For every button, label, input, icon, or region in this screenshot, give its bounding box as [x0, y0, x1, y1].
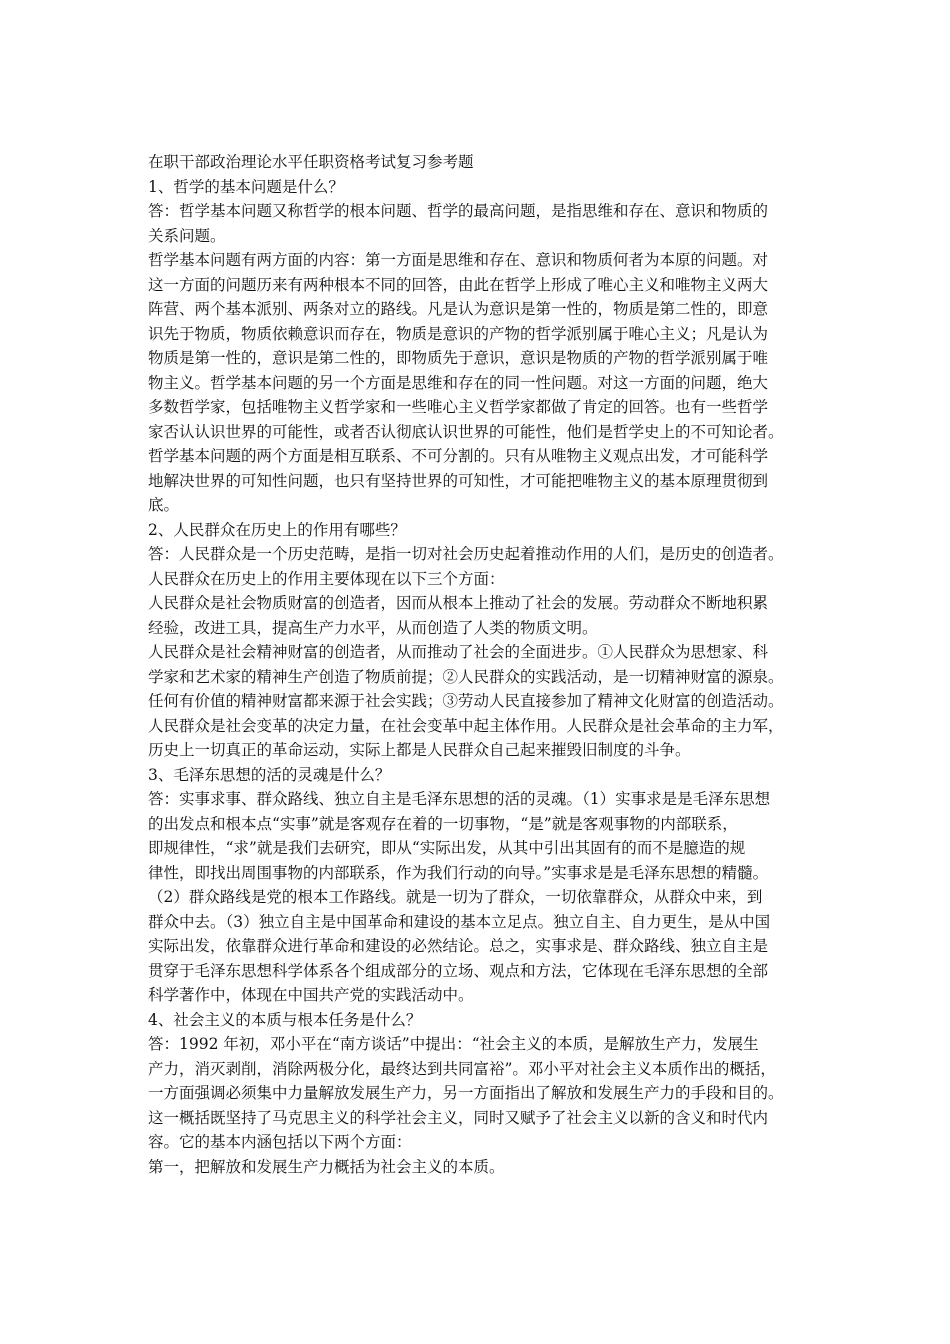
text-line: 关系问题。 — [148, 226, 226, 245]
text-line: 答：实事求事、群众路线、独立自主是毛泽东思想的活的灵魂。（1）实事求是是毛泽东思想 — [148, 790, 771, 808]
text-line: 地解决世界的可知性问题，也只有坚持世界的可知性，才可能把唯物主义的基本原理贯彻到 — [148, 471, 769, 490]
text-line: 物主义。哲学基本问题的另一个方面是思维和存在的同一性问题。对这一方面的问题，绝大 — [148, 373, 769, 392]
text-line: 1、哲学的基本问题是什么？ — [148, 177, 344, 196]
text-line: 答：人民群众是一个历史范畴，是指一切对社会历史起着推动作用的人们，是历史的创造者。 — [148, 545, 784, 563]
document-page — [148, 150, 816, 1179]
text-line: 学家和艺术家的精神生产创造了物质前提；②人民群众的实践活动，是一切精神财富的源泉。 — [148, 667, 784, 686]
text-line: 贯穿于毛泽东思想科学体系各个组成部分的立场、观点和方法，它体现在毛泽东思想的全部 — [148, 961, 769, 980]
text-line: 群众中去。（3）独立自主是中国革命和建设的基本立足点。独立自主、自力更生，是从中国 — [148, 912, 771, 931]
text-line: 底。 — [148, 496, 180, 514]
text-line: 第一，把解放和发展生产力概括为社会主义的本质。 — [148, 1157, 505, 1176]
text-line: 人民群众是社会精神财富的创造者，从而推动了社会的全面进步。①人民群众为思想家、科 — [148, 643, 769, 661]
text-line: 实际出发，依靠群众进行革命和建设的必然结论。总之，实事求是、群众路线、独立自主是 — [148, 937, 769, 955]
text-line: 多数哲学家，包括唯物主义哲学家和一些唯心主义哲学家都做了肯定的回答。也有一些哲学 — [148, 398, 769, 416]
text-line: 4、社会主义的本质与根本任务是什么？ — [148, 1010, 422, 1029]
text-line: 物质是第一性的，意识是第二性的，即物质先于意识，意识是物质的产物的哲学派别属于唯 — [148, 349, 769, 367]
text-line: 产力，消灭剥削，消除两极分化，最终达到共同富裕”。邓小平对社会主义本质作出的概括， — [148, 1059, 776, 1078]
text-line: 的出发点和根本点“实事”就是客观存在着的一切事物，“是”就是客观事物的内部联系， — [148, 814, 738, 833]
text-line: 人民群众在历史上的作用主要体现在以下三个方面： — [148, 569, 505, 588]
text-line: 任何有价值的精神财富都来源于社会实践；③劳动人民直接参加了精神文化财富的创造活动。 — [148, 692, 784, 710]
text-line: 容。它的基本内涵包括以下两个方面： — [148, 1133, 412, 1151]
text-line: 人民群众是社会变革的决定力量，在社会变革中起主体作用。人民群众是社会革命的主力军， — [148, 716, 784, 735]
text-line: 哲学基本问题有两方面的内容：第一方面是思维和存在、意识和物质何者为本原的问题。对 — [148, 251, 769, 269]
text-line: 阵营、两个基本派别、两条对立的路线。凡是认为意识是第一性的，物质是第二性的，即意 — [148, 300, 769, 318]
text-line: 答：1992 年初，邓小平在“南方谈话”中提出：“社会主义的本质，是解放生产力，发展生 — [148, 1035, 759, 1053]
document-title: 在职干部政治理论水平任职资格考试复习参考题 — [148, 153, 474, 171]
text-line: 这一概括既坚持了马克思主义的科学社会主义，同时又赋予了社会主义以新的含义和时代内 — [148, 1108, 769, 1127]
text-line: 即规律性，“求”就是我们去研究，即从“实际出发，从其中引出其固有的而不是臆造的规 — [148, 839, 746, 857]
text-line: 家否认认识世界的可能性，或者否认彻底认识世界的可能性，他们是哲学史上的不可知论者。 — [148, 422, 784, 441]
text-line: 人民群众是社会物质财富的创造者，因而从根本上推动了社会的发展。劳动群众不断地积累 — [148, 594, 769, 612]
text-line: 答：哲学基本问题又称哲学的根本问题、哲学的最高问题，是指思维和存在、意识和物质的 — [148, 202, 769, 220]
text-line: 科学著作中，体现在中国共产党的实践活动中。 — [148, 986, 474, 1004]
text-line: 历史上一切真正的革命运动，实际上都是人民群众自己起来摧毁旧制度的斗争。 — [148, 741, 691, 759]
text-line: 2、人民群众在历史上的作用有哪些？ — [148, 520, 406, 539]
text-line: 一方面强调必须集中力量解放发展生产力，另一方面指出了解放和发展生产力的手段和目的。 — [148, 1084, 784, 1102]
text-line: 这一方面的问题历来有两种根本不同的回答，由此在哲学上形成了唯心主义和唯物主义两大 — [148, 275, 769, 294]
text-line: 识先于物质，物质依赖意识而存在，物质是意识的产物的哲学派别属于唯心主义；凡是认为 — [148, 324, 769, 343]
text-line: （2）群众路线是党的根本工作路线。就是一切为了群众，一切依靠群众，从群众中来，到 — [148, 888, 763, 906]
text-line: 律性，即找出周围事物的内部联系，作为我们行动的向导。”实事求是是毛泽东思想的精髓。 — [148, 863, 769, 882]
text-line: 哲学基本问题的两个方面是相互联系、不可分割的。只有从唯物主义观点出发，才可能科学 — [148, 447, 769, 465]
text-line: 经验，改进工具，提高生产力水平，从而创造了人类的物质文明。 — [148, 618, 598, 637]
text-line: 3、毛泽东思想的活的灵魂是什么？ — [148, 765, 391, 784]
